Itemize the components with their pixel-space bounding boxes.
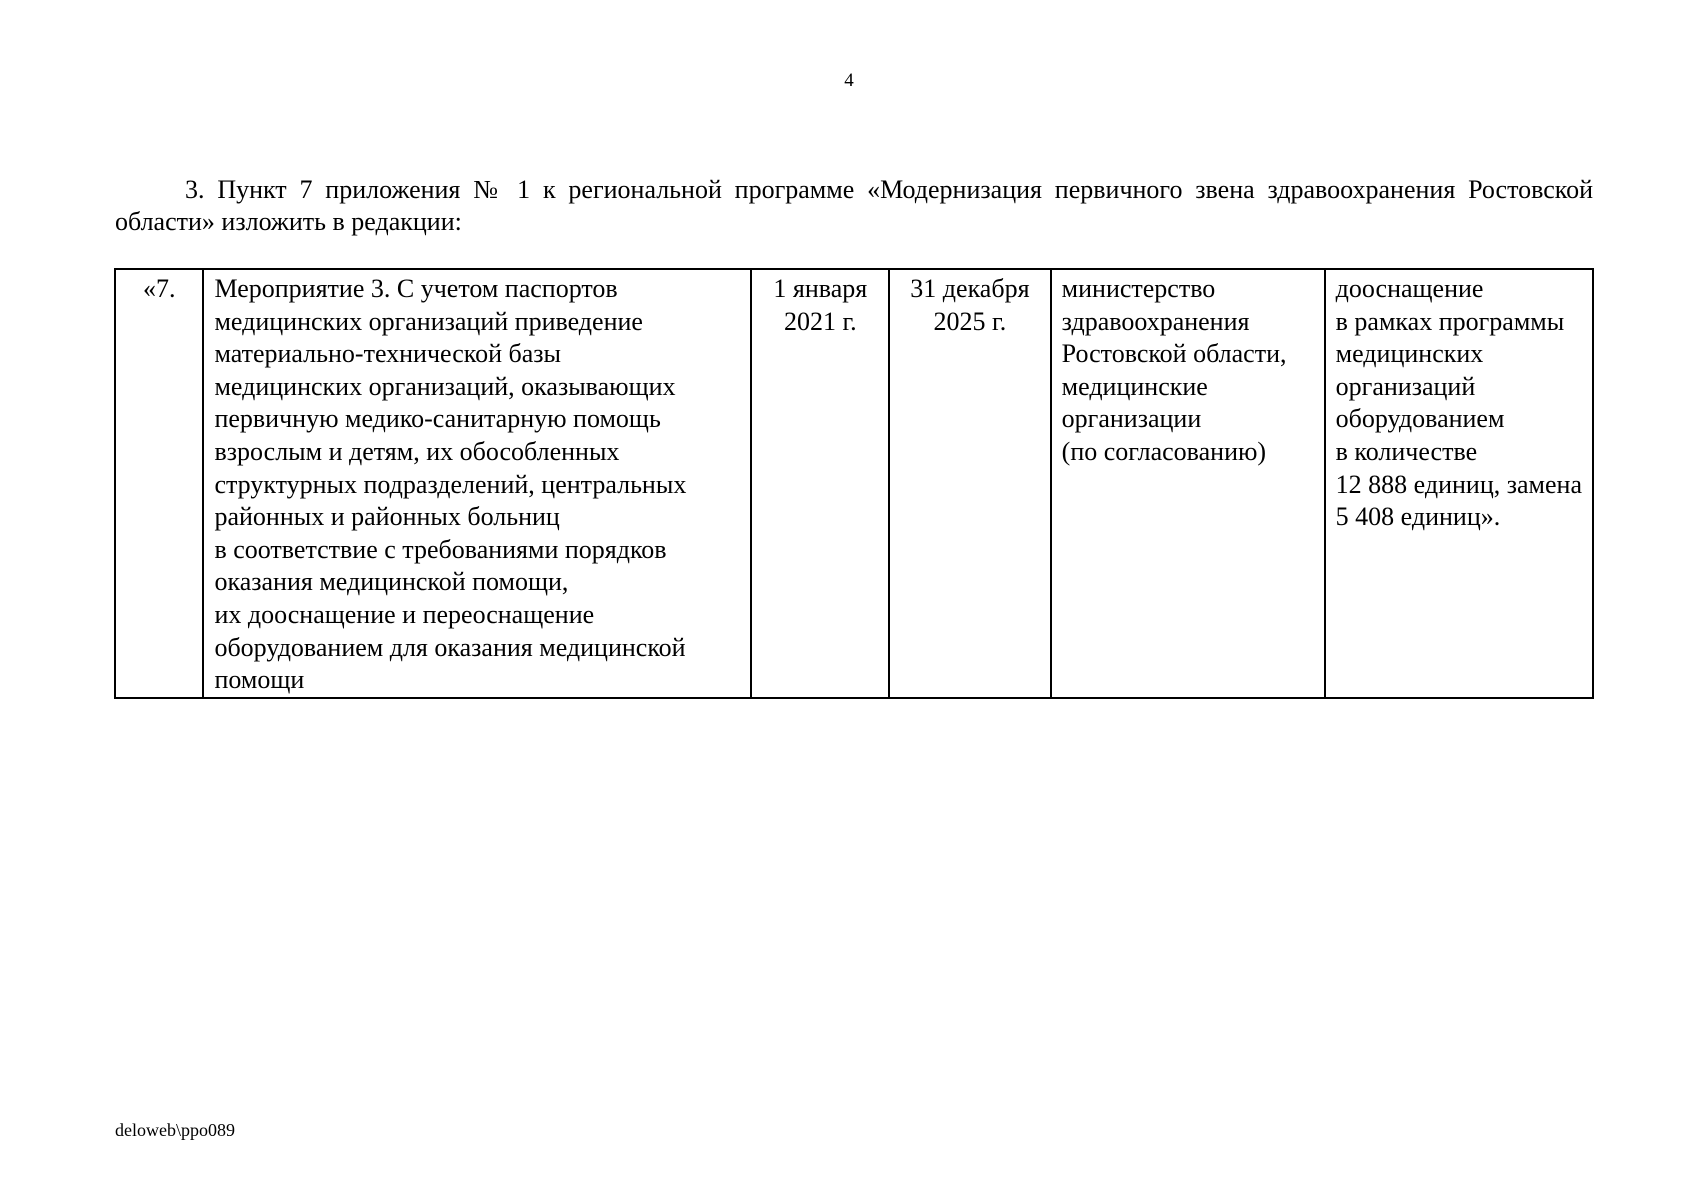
end-date-line: 2025 г.: [933, 306, 1007, 336]
description-cell: [203, 269, 751, 698]
description-line: структурных подразделений, центральных: [214, 469, 687, 499]
responsible-cell: [1051, 269, 1325, 698]
description-line: оказания медицинской помощи,: [214, 567, 569, 597]
end-date-cell: [889, 269, 1051, 698]
description-line: медицинских организаций, оказывающих: [214, 371, 676, 401]
result-line: медицинских: [1335, 339, 1484, 369]
start-date-line: 1 января: [773, 274, 868, 303]
amendment-table: [114, 268, 1594, 699]
description-line: медицинских организаций приведение: [214, 306, 643, 336]
item-number-cell: [115, 269, 203, 698]
start-date-line: 2021 г.: [783, 306, 857, 336]
description-line: районных и районных больниц: [214, 502, 560, 532]
amendment-paragraph: 3. Пункт 7 приложения № 1 к региональной программе «Модернизация первичного звена здравоохранения Ростовской области» изложить в редакции:: [115, 175, 1593, 236]
item-number: «7.: [142, 274, 176, 303]
responsible-line: (по согласованию): [1061, 436, 1267, 466]
result-cell: [1325, 269, 1593, 698]
description-line: оборудованием для оказания медицинской: [214, 632, 686, 662]
result-line: оборудованием: [1335, 404, 1505, 434]
description-line: взрослым и детям, их обособленных: [214, 436, 620, 466]
table-row: [115, 269, 1593, 698]
responsible-line: здравоохранения: [1061, 306, 1250, 336]
responsible-line: Ростовской области,: [1061, 339, 1287, 369]
description-line: в соответствие с требованиями порядков: [214, 534, 667, 564]
page-number: 4: [844, 70, 854, 91]
description-line: первичную медико-санитарную помощь: [214, 404, 661, 434]
description-line: Мероприятие 3. С учетом паспортов: [214, 274, 618, 303]
result-line: дооснащение: [1335, 274, 1484, 303]
result-line: в количестве: [1335, 436, 1478, 466]
result-line: 12 888 единиц, замена: [1335, 469, 1582, 499]
responsible-line: медицинские: [1061, 371, 1208, 401]
responsible-line: организации: [1061, 404, 1202, 434]
description-line: материально-технической базы: [214, 339, 562, 369]
document-code: deloweb\ppo089: [115, 1120, 235, 1140]
description-line: помощи: [214, 665, 305, 695]
end-date-line: 31 декабря: [910, 274, 1030, 303]
responsible-line: министерство: [1061, 274, 1216, 303]
result-line: в рамках программы: [1335, 306, 1565, 336]
start-date-cell: [751, 269, 889, 698]
description-line: их дооснащение и переоснащение: [214, 599, 595, 629]
result-line: организаций: [1335, 371, 1476, 401]
result-line: 5 408 единиц».: [1335, 502, 1501, 532]
